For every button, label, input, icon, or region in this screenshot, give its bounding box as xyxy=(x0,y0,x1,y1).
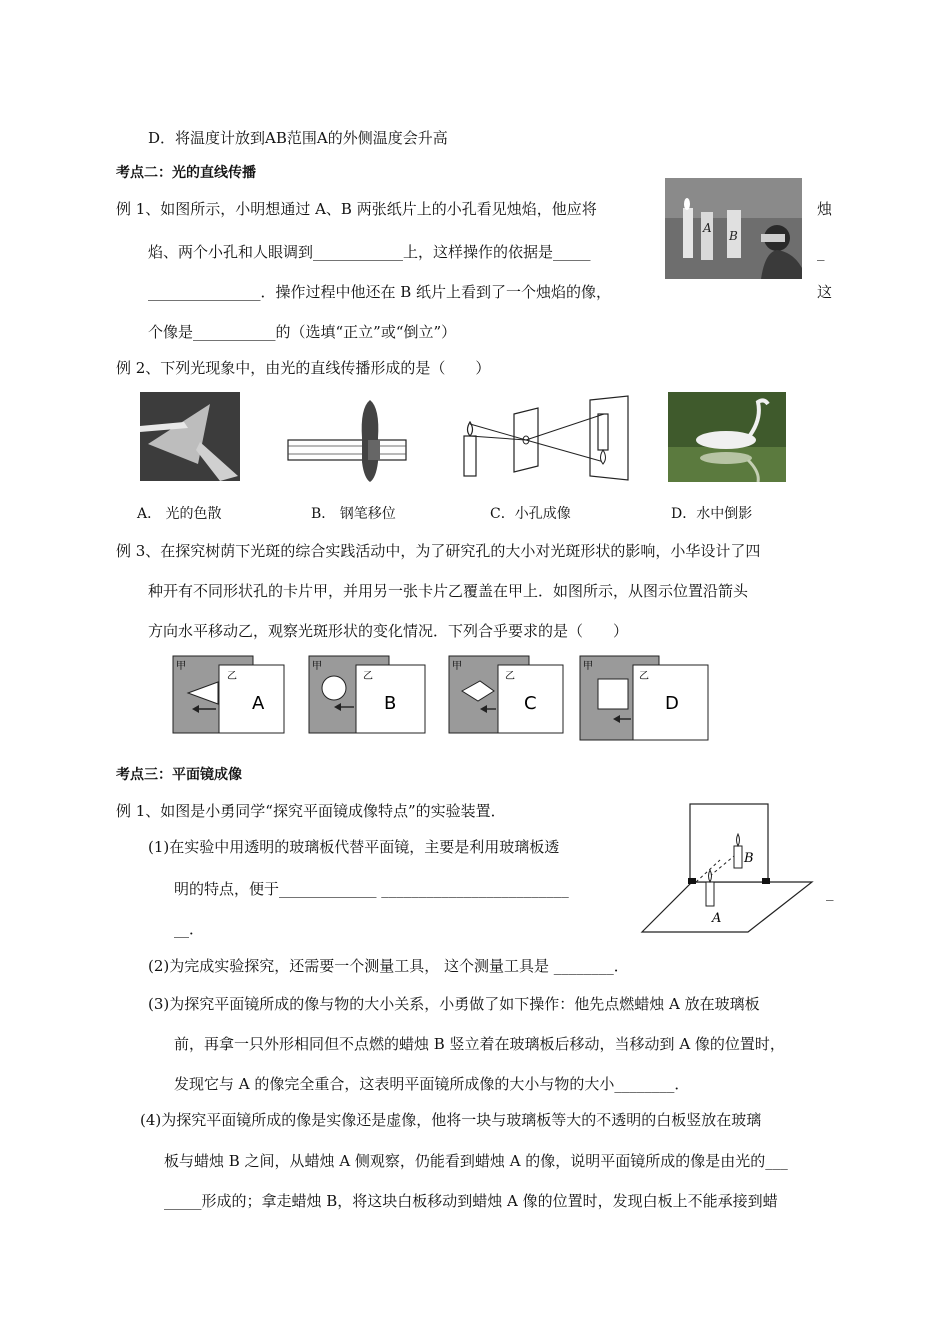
question-4-line-1: (4)为探究平面镜所成的像是实像还是虚像，他将一块与玻璃板等大的不透明的白板竖放在玻璃 xyxy=(140,1111,762,1129)
plane-mirror-apparatus-diagram xyxy=(640,800,818,934)
example-1-line-3-tail: 这 xyxy=(817,283,833,301)
candle-pinhole-photo xyxy=(665,178,802,279)
card-d-jia: 甲 xyxy=(583,661,593,672)
candle-b-label: B xyxy=(744,851,754,866)
photo-label-b: B xyxy=(729,229,738,243)
card-b-yi: 乙 xyxy=(363,671,373,682)
example-1-line-1-tail: 烛 xyxy=(817,200,833,218)
example-1-line-2: 焰、两个小孔和人眼调到____________上，这样操作的依据是_____ xyxy=(148,243,591,261)
card-figure-a xyxy=(172,655,285,734)
question-4-line-2: 板与蜡烛 B 之间，从蜡烛 A 侧观察，仍能看到蜡烛 A 的像，说明平面镜所成的像是由光的___ xyxy=(164,1152,788,1170)
section-title-plane-mirror: 考点三：平面镜成像 xyxy=(116,767,242,783)
example-1-line-3: _______________．操作过程中他还在 B 纸片上看到了一个烛焰的像， xyxy=(148,283,612,301)
question-3-line-3: 发现它与 A 的像完全重合，这表明平面镜所成像的大小与物的大小________． xyxy=(174,1075,690,1093)
section-title-straight-light: 考点二：光的直线传播 xyxy=(116,165,256,181)
question-1-line-1: (1)在实验中用透明的玻璃板代替平面镜，主要是利用玻璃板透 xyxy=(148,838,560,856)
card-c-letter: C xyxy=(524,693,537,714)
option-a-label: A． 光的色散 xyxy=(137,506,222,522)
card-figure-c xyxy=(448,655,564,734)
candle-a-label: A xyxy=(712,911,722,926)
example-1-line-2-tail: _ xyxy=(817,243,825,261)
question-2: (2)为完成实验探究，还需要一个测量工具， 这个测量工具是 ________． xyxy=(148,957,629,975)
example-2: 例 2、下列光现象中，由光的直线传播形成的是（ ） xyxy=(116,359,491,377)
option-d-label: D．水中倒影 xyxy=(671,506,753,522)
card-d-letter: D xyxy=(665,693,679,714)
mirror-example-1: 例 1、如图是小勇同学“探究平面镜成像特点”的实验装置． xyxy=(116,802,506,820)
example-3-line-2: 种开有不同形状孔的卡片甲，并用另一张卡片乙覆盖在甲上．如图所示，从图示位置沿箭头 xyxy=(148,582,749,600)
card-figure-d xyxy=(579,655,709,741)
card-b-jia: 甲 xyxy=(312,661,322,672)
option-b-label: B． 钢笔移位 xyxy=(311,506,396,522)
card-b-letter: B xyxy=(384,693,397,714)
option-d: D．将温度计放到AB范围A的外侧温度会升高 xyxy=(148,129,448,147)
question-1-line-2-tail: _ xyxy=(826,883,834,901)
card-a-letter: A xyxy=(252,693,265,714)
card-a-yi: 乙 xyxy=(227,671,237,682)
swan-reflection-photo xyxy=(668,392,786,482)
example-1-line-1: 例 1、如图所示，小明想通过 A、B 两张纸片上的小孔看见烛焰，他应将 xyxy=(116,200,597,218)
card-figure-b xyxy=(308,655,426,734)
card-d-yi: 乙 xyxy=(639,671,649,682)
question-3-line-2: 前，再拿一只外形相同但不点燃的蜡烛 B 竖立着在玻璃板后移动，当移动到 A 像的位置时， xyxy=(174,1035,785,1053)
card-a-jia: 甲 xyxy=(176,661,186,672)
question-3-line-1: (3)为探究平面镜所成的像与物的大小关系，小勇做了如下操作：他先点燃蜡烛 A 放在玻璃板 xyxy=(148,995,760,1013)
example-3-line-1: 例 3、在探究树荫下光斑的综合实践活动中，为了研究孔的大小对光斑形状的影响，小华设计了四 xyxy=(116,542,761,560)
question-1-line-2: 明的特点，便于_____________ _________________________ xyxy=(174,880,569,898)
question-1-line-3: __． xyxy=(174,920,205,938)
card-c-jia: 甲 xyxy=(452,661,462,672)
question-4-line-3: _____形成的；拿走蜡烛 B，将这块白板移动到蜡烛 A 像的位置时，发现白板上不能承接到蜡 xyxy=(164,1192,778,1210)
photo-label-a: A xyxy=(703,221,712,235)
card-c-yi: 乙 xyxy=(505,671,515,682)
example-3-line-3: 方向水平移动乙，观察光斑形状的变化情况．下列合乎要求的是（ ） xyxy=(148,622,629,640)
example-1-line-4: 个像是___________的（选填“正立”或“倒立”） xyxy=(148,323,457,341)
pinhole-imaging-diagram xyxy=(462,392,632,482)
pen-displacement-image xyxy=(284,398,409,482)
option-c-label: C．小孔成像 xyxy=(490,506,571,522)
prism-dispersion-image xyxy=(140,392,240,481)
